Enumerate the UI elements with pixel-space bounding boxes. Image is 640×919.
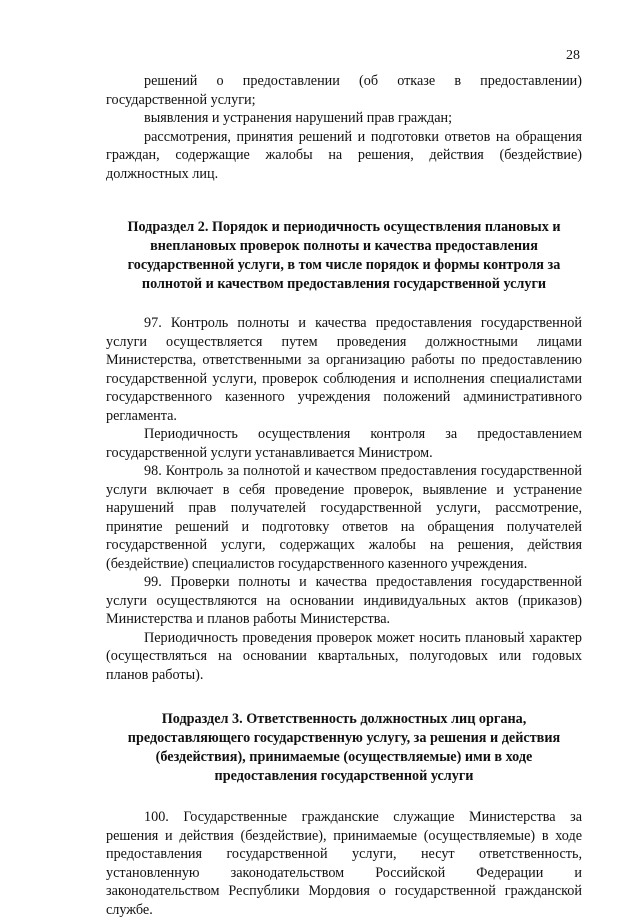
paragraph: рассмотрения, принятия решений и подготовки ответов на обращения граждан, содержащие жалобы на решения, действия (бездействие) должностных лиц.	[106, 128, 582, 182]
paragraph: Периодичность осуществления контроля за предоставлением государственной услуги устанавливается Министром.	[106, 426, 582, 461]
paragraph-98: 98. Контроль за полнотой и качеством предоставления государственной услуги включает в себя проведение проверок, выявление и устранение нарушений прав получателей государственной услуги, рассмотрение, принятие решений и подготовку ответов на обращения получателей государственной услуги, содержащих жалобы на решения, действия (бездействие) специалистов государственного казенного учреждения.	[106, 463, 582, 572]
paragraph-100: 100. Государственные гражданские служащие Министерства за решения и действия (бездействие), принимаемые (осуществляемые) в ходе предоставления государственной услуги, несут ответственность, установленную законодательством Российской Федерации и законодательством Республики Мордовия о государственной гражданской службе.	[106, 809, 582, 918]
page-number: 28	[566, 48, 580, 63]
paragraph-99: 99. Проверки полноты и качества предоставления государственной услуги осуществляются на основании индивидуальных актов (приказов) Министерства и планов работы Министерства.	[106, 574, 582, 627]
subsection-2-heading: Подраздел 2. Порядок и периодичность осуществления плановых и внеплановых проверок полноты и качества предоставления государственной услуги, в том числе порядок и формы контроля за полнотой и качеством предоставления государственной услуги	[127, 219, 561, 292]
subsection-3-heading: Подраздел 3. Ответственность должностных лиц органа, предоставляющего государственную услугу, за решения и действия (бездействия), принимаемые (осуществляемые) ими в ходе предоставления государственной услуги	[127, 711, 561, 784]
paragraph-97: 97. Контроль полноты и качества предоставления государственной услуги осуществляется путем проведения должностными лицами Министерства, ответственными за организацию работы по предоставлению государственной услуги, проверок соблюдения и исполнения специалистами государственного казенного учреждения положений административного регламента.	[106, 315, 582, 424]
paragraph: выявления и устранения нарушений прав граждан;	[144, 110, 453, 126]
document-body	[106, 72, 582, 919]
paragraph: Периодичность проведения проверок может носить плановый характер (осуществляться на основании квартальных, полугодовых или годовых планов работы).	[106, 629, 582, 683]
paragraph: решений о предоставлении (об отказе в предоставлении) государственной услуги;	[106, 73, 582, 108]
